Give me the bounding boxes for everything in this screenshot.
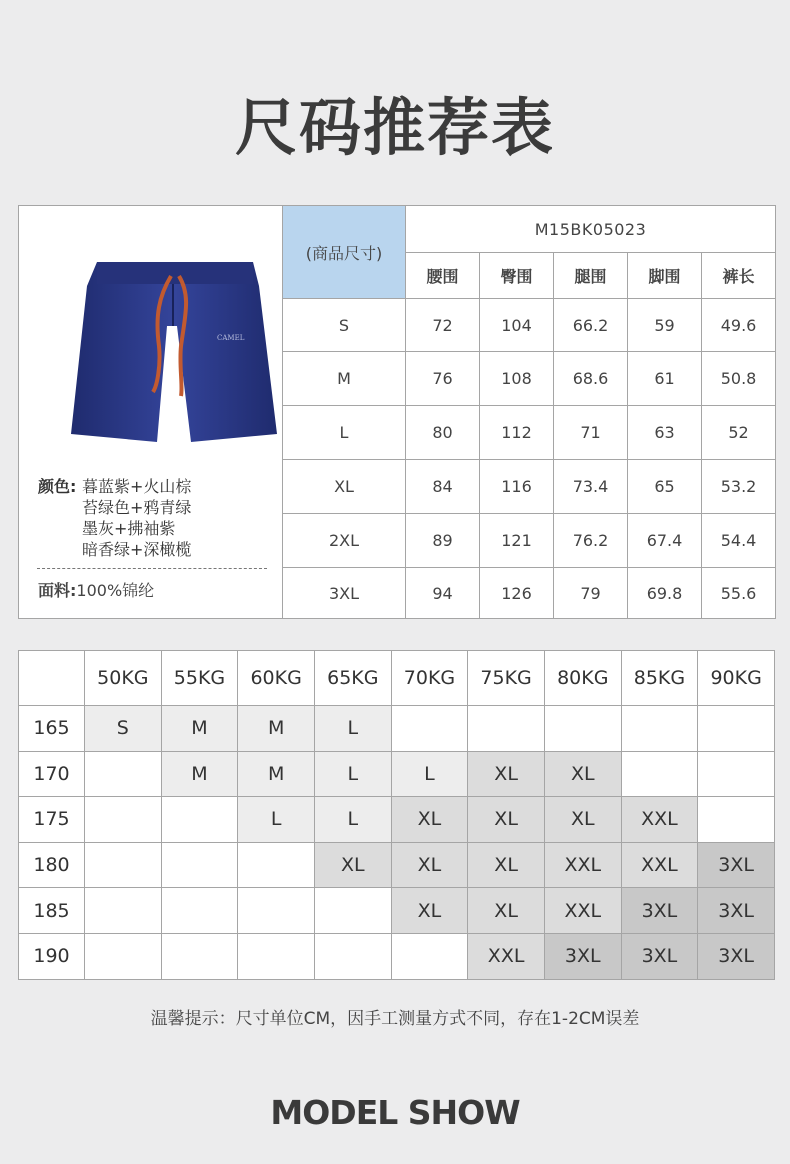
recommended-size-cell: [544, 706, 621, 752]
recommended-size-cell: [621, 706, 698, 752]
recommended-size-cell: [391, 933, 468, 979]
recommended-size-cell: 3XL: [698, 842, 775, 888]
table-cell: 52: [702, 406, 776, 460]
recommended-size-cell: XL: [391, 842, 468, 888]
recommended-size-cell: [314, 933, 391, 979]
recommended-size-cell: [698, 797, 775, 843]
table-cell: 121: [480, 514, 554, 568]
recommended-size-cell: L: [314, 797, 391, 843]
recommended-size-cell: XL: [468, 842, 545, 888]
recommended-size-cell: L: [314, 751, 391, 797]
recommended-size-cell: [314, 888, 391, 934]
corner-cell: [19, 651, 85, 706]
dashed-divider: [37, 568, 267, 569]
column-header: 裤长: [702, 253, 776, 299]
recommended-size-cell: XXL: [544, 888, 621, 934]
recommended-size-cell: L: [238, 797, 315, 843]
table-cell: 73.4: [554, 460, 628, 514]
table-row: [19, 842, 775, 888]
recommended-size-cell: [238, 933, 315, 979]
weight-header: 85KG: [621, 651, 698, 706]
table-cell: 59: [628, 299, 702, 352]
weight-header: 65KG: [314, 651, 391, 706]
measurement-note: 温馨提示：尺寸单位CM，因手工测量方式不同，存在1-2CM误差: [150, 1009, 640, 1029]
fabric-label: 面料:: [38, 581, 77, 600]
weight-header: 55KG: [161, 651, 238, 706]
height-label: 180: [19, 842, 85, 888]
column-header: 腿围: [554, 253, 628, 299]
weight-header: 90KG: [698, 651, 775, 706]
recommended-size-cell: [698, 706, 775, 752]
recommended-size-cell: 3XL: [621, 888, 698, 934]
product-info-cell: [19, 206, 283, 619]
page-title: 尺码推荐表: [234, 91, 555, 164]
table-cell: 50.8: [702, 352, 776, 406]
table-cell: 55.6: [702, 568, 776, 619]
table-cell: 49.6: [702, 299, 776, 352]
recommended-size-cell: XXL: [621, 842, 698, 888]
table-cell: 66.2: [554, 299, 628, 352]
table-row: [19, 888, 775, 934]
weight-header: 75KG: [468, 651, 545, 706]
table-row: [19, 706, 775, 752]
table-cell: 71: [554, 406, 628, 460]
recommended-size-cell: [391, 706, 468, 752]
recommended-size-cell: L: [391, 751, 468, 797]
color-label: 颜色:: [38, 477, 77, 496]
table-cell: 53.2: [702, 460, 776, 514]
color-option: 暮蓝紫+火山棕: [82, 477, 192, 496]
model-show-heading: MODEL SHOW: [270, 1093, 520, 1132]
shorts-image: [67, 256, 281, 448]
recommended-size-cell: [238, 842, 315, 888]
table-cell: 68.6: [554, 352, 628, 406]
recommended-size-cell: [468, 706, 545, 752]
height-label: 185: [19, 888, 85, 934]
size-label: S: [283, 299, 406, 352]
color-option: 暗香绿+深橄榄: [82, 540, 192, 559]
recommended-size-cell: XL: [468, 797, 545, 843]
weight-header: 60KG: [238, 651, 315, 706]
table-cell: 80: [406, 406, 480, 460]
color-option: 墨灰+拂袖紫: [82, 519, 176, 538]
recommended-size-cell: [238, 888, 315, 934]
size-header-cell: (商品尺寸): [283, 206, 406, 299]
table-cell: 54.4: [702, 514, 776, 568]
recommended-size-cell: 3XL: [698, 933, 775, 979]
recommended-size-cell: [161, 842, 238, 888]
recommended-size-cell: XL: [314, 842, 391, 888]
table-cell: 84: [406, 460, 480, 514]
table-row: [19, 797, 775, 843]
recommended-size-cell: 3XL: [698, 888, 775, 934]
table-cell: 112: [480, 406, 554, 460]
height-label: 170: [19, 751, 85, 797]
recommended-size-cell: S: [85, 706, 162, 752]
height-label: 165: [19, 706, 85, 752]
column-header: 臀围: [480, 253, 554, 299]
table-cell: 76.2: [554, 514, 628, 568]
recommended-size-cell: XL: [468, 888, 545, 934]
table-cell: 108: [480, 352, 554, 406]
recommended-size-cell: M: [238, 751, 315, 797]
recommended-size-cell: 3XL: [544, 933, 621, 979]
recommended-size-cell: [85, 842, 162, 888]
recommended-size-cell: [698, 751, 775, 797]
weight-header: 70KG: [391, 651, 468, 706]
recommended-size-cell: XXL: [621, 797, 698, 843]
table-row: [19, 751, 775, 797]
recommended-size-cell: XXL: [468, 933, 545, 979]
recommended-size-cell: XL: [391, 797, 468, 843]
size-chart-table: [18, 205, 776, 619]
recommended-size-cell: [85, 797, 162, 843]
recommended-size-cell: XL: [468, 751, 545, 797]
table-cell: 116: [480, 460, 554, 514]
recommended-size-cell: L: [314, 706, 391, 752]
recommended-size-cell: [621, 751, 698, 797]
column-header: 腰围: [406, 253, 480, 299]
table-cell: 65: [628, 460, 702, 514]
table-cell: 72: [406, 299, 480, 352]
recommended-size-cell: [161, 888, 238, 934]
recommended-size-cell: XXL: [544, 842, 621, 888]
recommended-size-cell: M: [161, 706, 238, 752]
size-label: 2XL: [283, 514, 406, 568]
size-label: L: [283, 406, 406, 460]
recommended-size-cell: 3XL: [621, 933, 698, 979]
table-cell: 69.8: [628, 568, 702, 619]
recommended-size-cell: M: [161, 751, 238, 797]
fabric-value: 100%锦纶: [76, 581, 155, 600]
size-label: 3XL: [283, 568, 406, 619]
height-label: 190: [19, 933, 85, 979]
recommended-size-cell: [85, 888, 162, 934]
table-cell: 104: [480, 299, 554, 352]
recommended-size-cell: XL: [544, 751, 621, 797]
recommended-size-cell: XL: [391, 888, 468, 934]
table-cell: 89: [406, 514, 480, 568]
product-code: M15BK05023: [406, 206, 776, 253]
fabric-info: [38, 578, 154, 601]
table-cell: 61: [628, 352, 702, 406]
size-label: M: [283, 352, 406, 406]
size-recommendation-table: [18, 650, 775, 980]
weight-header: 50KG: [85, 651, 162, 706]
recommended-size-cell: M: [238, 706, 315, 752]
table-cell: 76: [406, 352, 480, 406]
table-cell: 79: [554, 568, 628, 619]
table-cell: 67.4: [628, 514, 702, 568]
recommended-size-cell: [85, 933, 162, 979]
recommended-size-cell: [85, 751, 162, 797]
table-cell: 94: [406, 568, 480, 619]
recommended-size-cell: [161, 933, 238, 979]
color-option: 苔绿色+鸦青绿: [82, 498, 192, 517]
color-options: [38, 476, 191, 560]
brand-logo: CAMEL: [217, 334, 245, 342]
recommended-size-cell: XL: [544, 797, 621, 843]
recommended-size-cell: [161, 797, 238, 843]
table-row: [19, 933, 775, 979]
height-label: 175: [19, 797, 85, 843]
size-label: XL: [283, 460, 406, 514]
weight-header: 80KG: [544, 651, 621, 706]
table-cell: 63: [628, 406, 702, 460]
column-header: 脚围: [628, 253, 702, 299]
table-cell: 126: [480, 568, 554, 619]
